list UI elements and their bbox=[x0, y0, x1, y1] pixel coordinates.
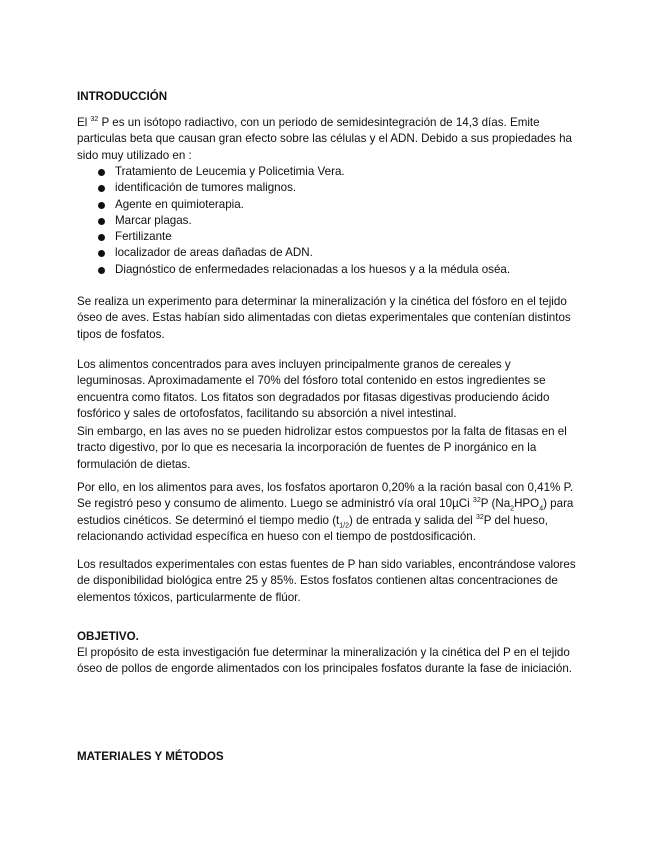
intro-paragraph-1 bbox=[77, 115, 582, 164]
uses-list bbox=[77, 164, 582, 278]
superscript: 32 bbox=[472, 497, 481, 505]
text-run: El bbox=[77, 116, 91, 129]
list-item-text: Marcar plagas. bbox=[115, 213, 192, 227]
methods-heading: MATERIALES Y MÉTODOS bbox=[77, 750, 224, 763]
bullet-icon bbox=[98, 218, 105, 225]
text-run: Por ello, en los alimentos para aves, los fosfatos aportaron 0,20% a la ración basal con 0,41% P. Se registró peso y consumo de alimento. Luego se administró vía oral 10µCi bbox=[77, 481, 574, 511]
subscript: 4 bbox=[539, 505, 544, 513]
text-run: HPO bbox=[514, 497, 540, 511]
intro-paragraph-5 bbox=[77, 480, 582, 545]
list-item-text: Tratamiento de Leucemia y Policetimia Vera. bbox=[115, 165, 345, 178]
subscript: 2 bbox=[510, 505, 515, 513]
list-item bbox=[77, 245, 582, 261]
subscript: 1/2 bbox=[339, 521, 350, 529]
bullet-icon bbox=[98, 185, 105, 192]
objective-paragraph: El propósito de esta investigación fue determinar la mineralización y la cinética del P en el tejido óseo de pollos de engorde alimentados con los principales fosfatos durante la fase de iniciación. bbox=[77, 646, 572, 676]
list-item bbox=[77, 262, 582, 278]
list-item bbox=[77, 213, 582, 229]
intro-paragraph-3: Los alimentos concentrados para aves incluyen principalmente granos de cereales y leguminosas. Aproximadamente el 70% del fósforo total contenido en estos ingredientes se encuentra como fitatos. Los fitatos son degradados por fitasas digestivas produciendo ácido fosfórico y sales de ortofosfatos, facilitando su absorción a nivel intestinal. bbox=[77, 358, 550, 420]
bullet-icon bbox=[98, 234, 105, 241]
intro-paragraph-2: Se realiza un experimento para determinar la mineralización y la cinética del fósforo en el tejido óseo de aves. Estas habían sido alimentadas con dietas experimentales que contenían distintos tipos de fosfatos. bbox=[77, 295, 571, 341]
list-item bbox=[77, 164, 582, 180]
intro-paragraph-4: Sin embargo, en las aves no se pueden hidrolizar estos compuestos por la falta de fitasas en el tracto digestivo, por lo que es necesaria la incorporación de fuentes de P inorgánico en la formulación de dietas. bbox=[77, 425, 567, 471]
bullet-icon bbox=[98, 267, 105, 274]
list-item-text: Diagnóstico de enfermedades relacionadas a los huesos y a la médula oséa. bbox=[115, 262, 511, 276]
bullet-icon bbox=[98, 169, 105, 176]
intro-heading: INTRODUCCIÓN bbox=[77, 90, 168, 103]
superscript: 32 bbox=[475, 513, 484, 521]
text-run: P es un isótopo radiactivo, con un periodo de semidesintegración de 14,3 días. Emite particulas beta que causan gran efecto sobre las células y el ADN. Debido a sus propiedades ha sido muy utilizado en : bbox=[77, 116, 572, 162]
bullet-icon bbox=[98, 250, 105, 257]
text-run: P (Na bbox=[480, 497, 511, 511]
list-item-text: localizador de areas dañadas de ADN. bbox=[115, 246, 313, 260]
objective-heading: OBJETIVO. bbox=[77, 630, 139, 643]
text-run: P del hueso, relacionando actividad específica en hueso con el tiempo de postdosificación. bbox=[77, 513, 549, 543]
list-item-text: Agente en quimioterapia. bbox=[115, 197, 244, 211]
list-item-text: Fertilizante bbox=[115, 230, 172, 244]
text-run: ) de entrada y salida del bbox=[349, 513, 476, 527]
list-item bbox=[77, 197, 582, 213]
superscript: 32 bbox=[90, 116, 99, 124]
text-run: ) para estudios cinéticos. Se determinó el tiempo medio (t bbox=[77, 497, 574, 527]
list-item bbox=[77, 229, 582, 245]
list-item bbox=[77, 180, 582, 196]
bullet-icon bbox=[98, 202, 105, 209]
intro-paragraph-6: Los resultados experimentales con estas fuentes de P han sido variables, encontrándose valores de disponibilidad biológica entre 25 y 85%. Estos fosfatos contienen altas concentraciones de elementos tóxicos, particularmente de flúor. bbox=[77, 558, 576, 604]
list-item-text: identificación de tumores malignos. bbox=[115, 181, 297, 195]
